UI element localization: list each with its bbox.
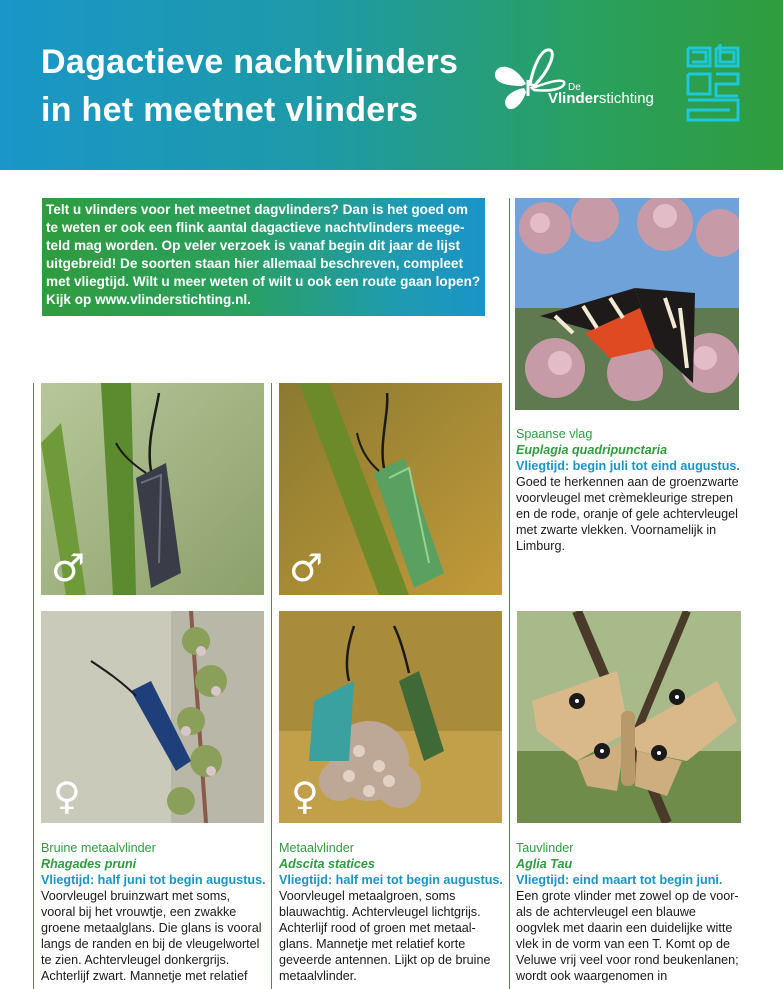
photo-bruine-metaalvlinder-male xyxy=(41,383,264,595)
species-latin-name: Rhagades pruni xyxy=(41,857,137,871)
photo-metaalvlinder-male xyxy=(279,383,502,595)
species-block-bruine-metaalvlinder xyxy=(41,840,267,989)
cbs-logo-icon xyxy=(686,44,740,122)
photo-metaalvlinder-female xyxy=(279,611,502,823)
species-block-metaalvlinder xyxy=(279,840,505,989)
species-flight-period: Vliegtijd: half mei tot begin augustus. xyxy=(279,873,503,887)
photo-spaanse-vlag xyxy=(515,198,739,410)
species-name: Bruine metaalvlinder xyxy=(41,841,156,855)
species-latin-name: Euplagia quadripunctaria xyxy=(516,443,668,457)
column-divider xyxy=(509,198,510,989)
photo-tauvlinder xyxy=(517,611,741,823)
female-symbol-icon: ♀ xyxy=(53,774,81,818)
species-flight-period: Vliegtijd: begin juli tot eind augustus. xyxy=(516,459,740,473)
species-flight-period: Vliegtijd: half juni tot begin augustus. xyxy=(41,873,266,887)
vlinderstichting-logo xyxy=(492,44,672,120)
species-name: Metaalvlinder xyxy=(279,841,354,855)
species-name: Spaanse vlag xyxy=(516,427,593,441)
title-line-1: Dagactieve nachtvlinders xyxy=(41,43,459,81)
male-symbol-icon: ♂ xyxy=(289,546,324,590)
logo-de-text: De xyxy=(568,82,581,93)
intro-box: Telt u vlinders voor het meetnet dagvlinders? Dan is het goed om te weten er ook een flink aantal dagactieve nachtvlinders meegeteld mag worden. Op veler verzoek is vanaf begin dit jaar de lijst uitgebreid! De soorten staan hier allemaal beschreven, compleet met vliegtijd. Wilt u meer weten of wilt u ook een route gaan lopen? Kijk op www.vlinderstichting.nl. xyxy=(42,198,485,316)
page-title xyxy=(41,38,458,134)
species-name: Tauvlinder xyxy=(516,841,574,855)
species-description: Voorvleugel metaalgroen, soms blauwachtig. Achtervleugel lichtgrijs. Achterlijf rood of groen met metaalglans. Mannetje met relatief korte geveerde antennen. Lijkt op de bruine metaalvlinder. xyxy=(279,889,491,983)
species-block-spaanse-vlag xyxy=(516,426,744,554)
species-description: Goed te herkennen aan de groenzwarte voorvleugel met crèmekleurige strepen en de rode, oranje of gele achtervleugel met zwarte vlekken. Voornamelijk in Limburg. xyxy=(516,475,739,553)
column-divider xyxy=(271,383,272,989)
female-symbol-icon: ♀ xyxy=(291,774,319,818)
title-line-2: in het meetnet vlinders xyxy=(41,91,419,129)
species-latin-name: Aglia Tau xyxy=(516,857,573,871)
species-description: Een grote vlinder met zowel op de voor- als de achtervleugel een blauwe oogvlek met daarin een duidelijke witte vlek in de vorm van een T. Komt op de Veluwe vrij veel voor rond beukenlanen; wordt ook waargenomen in xyxy=(516,889,739,983)
species-block-tauvlinder xyxy=(516,840,742,989)
logo-name-rest: stichting xyxy=(598,90,654,107)
male-symbol-icon: ♂ xyxy=(51,546,86,590)
species-flight-period: Vliegtijd: eind maart tot begin juni. xyxy=(516,873,723,887)
logo-name xyxy=(548,90,654,107)
photo-bruine-metaalvlinder-female xyxy=(41,611,264,823)
butterfly-logo-icon xyxy=(492,44,572,120)
species-description: Voorvleugel bruinzwart met soms, vooral bij het vrouwtje, een zwakke groene metaalglans. Die glans is vooral langs de randen en bij de vleugelwortel te zien. Achtervleugel donkergrijs. Achterlijf zwart. Mannetje met relatief xyxy=(41,889,262,983)
species-latin-name: Adscita statices xyxy=(279,857,375,871)
logo-name-bold: Vlinder xyxy=(548,90,599,107)
header-banner xyxy=(0,0,783,170)
column-divider xyxy=(33,383,34,989)
